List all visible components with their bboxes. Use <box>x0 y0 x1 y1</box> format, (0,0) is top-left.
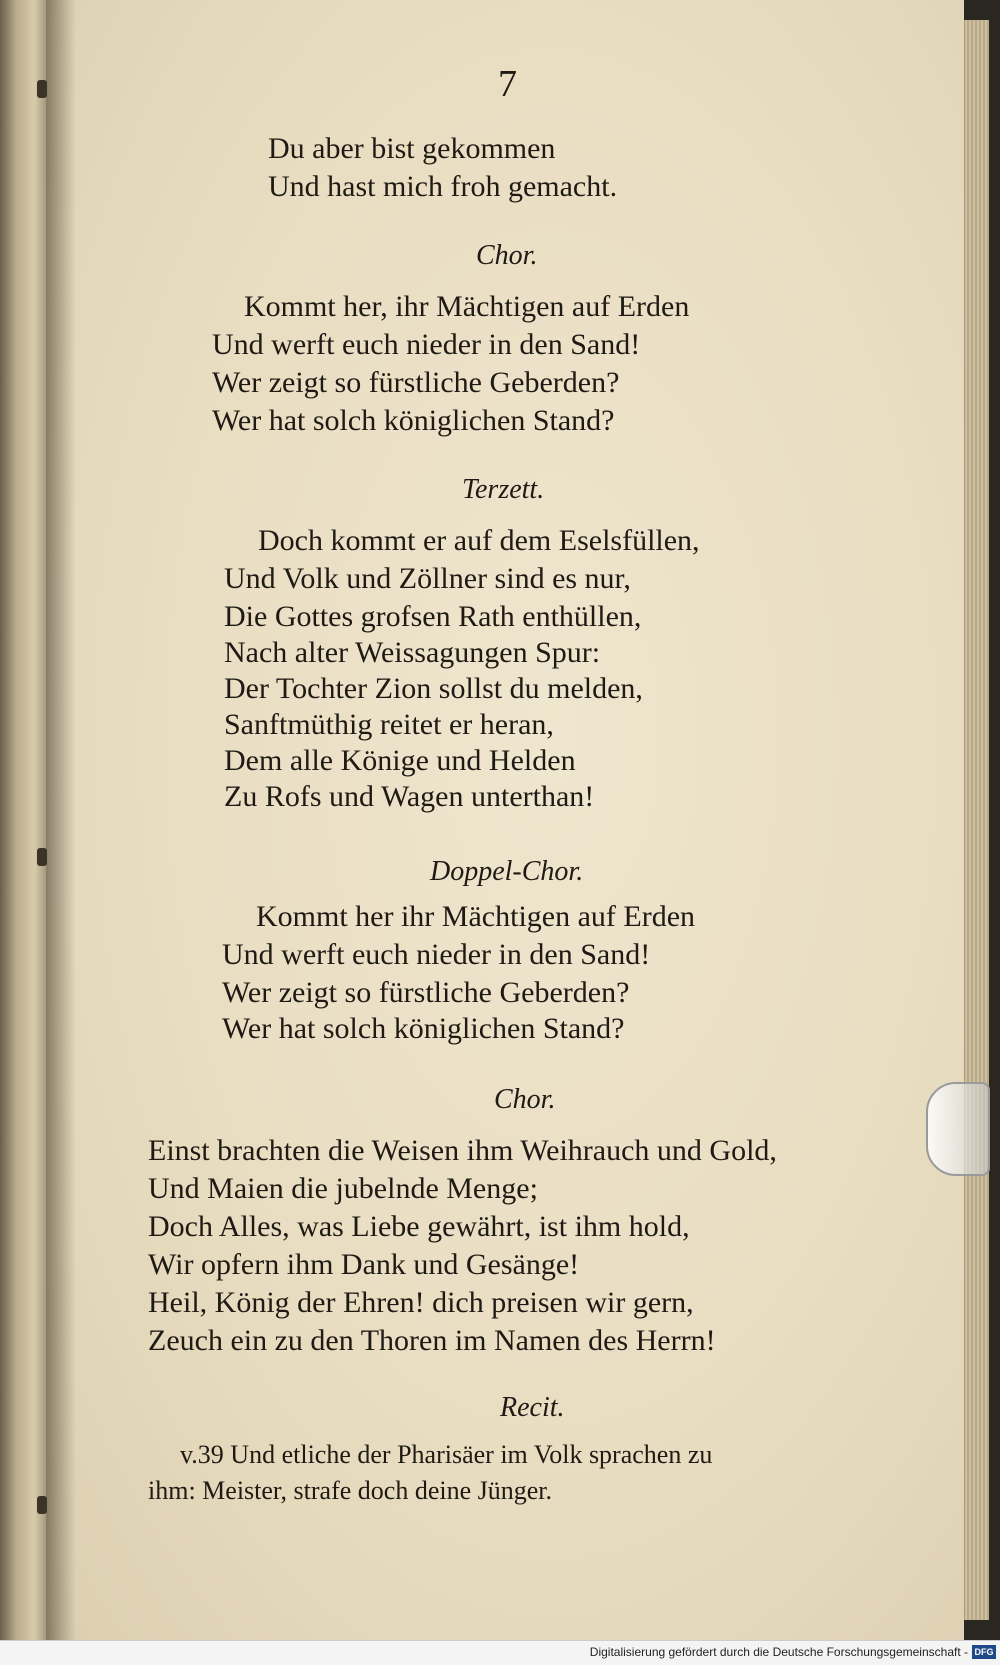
verse-line: Der Tochter Zion sollst du melden, <box>224 672 643 705</box>
verse-line: Und werft euch nieder in den Sand! <box>212 328 641 361</box>
verse-line: Zeuch ein zu den Thoren im Namen des Herrn! <box>148 1324 716 1357</box>
verse-line: Dem alle Könige und Helden <box>224 744 576 777</box>
page-clip <box>926 1082 990 1176</box>
digitization-footer <box>0 1640 1000 1665</box>
verse-line: Und Maien die jubelnde Menge; <box>148 1172 538 1205</box>
verse-line: Kommt her ihr Mächtigen auf Erden <box>256 900 696 933</box>
page-number: 7 <box>498 63 517 105</box>
verse-line: Wer zeigt so fürstliche Geberden? <box>212 366 620 399</box>
verse-line: Wir opfern ihm Dank und Gesänge! <box>148 1248 580 1281</box>
verse-line: Zu Rofs und Wagen unterthan! <box>224 780 595 813</box>
verse-line: Du aber bist gekommen <box>268 132 556 165</box>
section-heading: Doppel-Chor. <box>430 856 584 887</box>
verse-line: Doch kommt er auf dem Eselsfüllen, <box>258 524 700 557</box>
section-heading: Chor. <box>476 240 538 271</box>
verse-line: Nach alter Weissagungen Spur: <box>224 636 601 669</box>
verse-line: Die Gottes grofsen Rath enthüllen, <box>224 600 642 633</box>
verse-line: Einst brachten die Weisen ihm Weihrauch und Gold, <box>148 1134 777 1167</box>
verse-line: Und werft euch nieder in den Sand! <box>222 938 651 971</box>
verse-line: Kommt her, ihr Mächtigen auf Erden <box>244 290 690 323</box>
verse-line: Und Volk und Zöllner sind es nur, <box>224 562 631 595</box>
section-heading: Chor. <box>494 1084 556 1115</box>
dfg-logo-icon: DFG <box>972 1645 996 1659</box>
recitative-line: v.39 Und etliche der Pharisäer im Volk sprachen zu <box>180 1440 713 1469</box>
verse-line: Wer zeigt so fürstliche Geberden? <box>222 976 630 1009</box>
recitative-line: ihm: Meister, strafe doch deine Jünger. <box>148 1476 553 1505</box>
section-heading: Terzett. <box>462 474 545 505</box>
verse-line: Heil, König der Ehren! dich preisen wir gern, <box>148 1286 694 1319</box>
verse-line: Sanftmüthig reitet er heran, <box>224 708 554 741</box>
verse-line: Und hast mich froh gemacht. <box>268 170 618 203</box>
verse-line: Wer hat solch königlichen Stand? <box>212 404 615 437</box>
verse-line: Doch Alles, was Liebe gewährt, ist ihm hold, <box>148 1210 690 1243</box>
section-heading: Recit. <box>500 1392 565 1423</box>
funding-credit: Digitalisierung gefördert durch die Deutsche Forschungsgemeinschaft - <box>589 1645 968 1659</box>
verse-line: Wer hat solch königlichen Stand? <box>222 1012 625 1045</box>
